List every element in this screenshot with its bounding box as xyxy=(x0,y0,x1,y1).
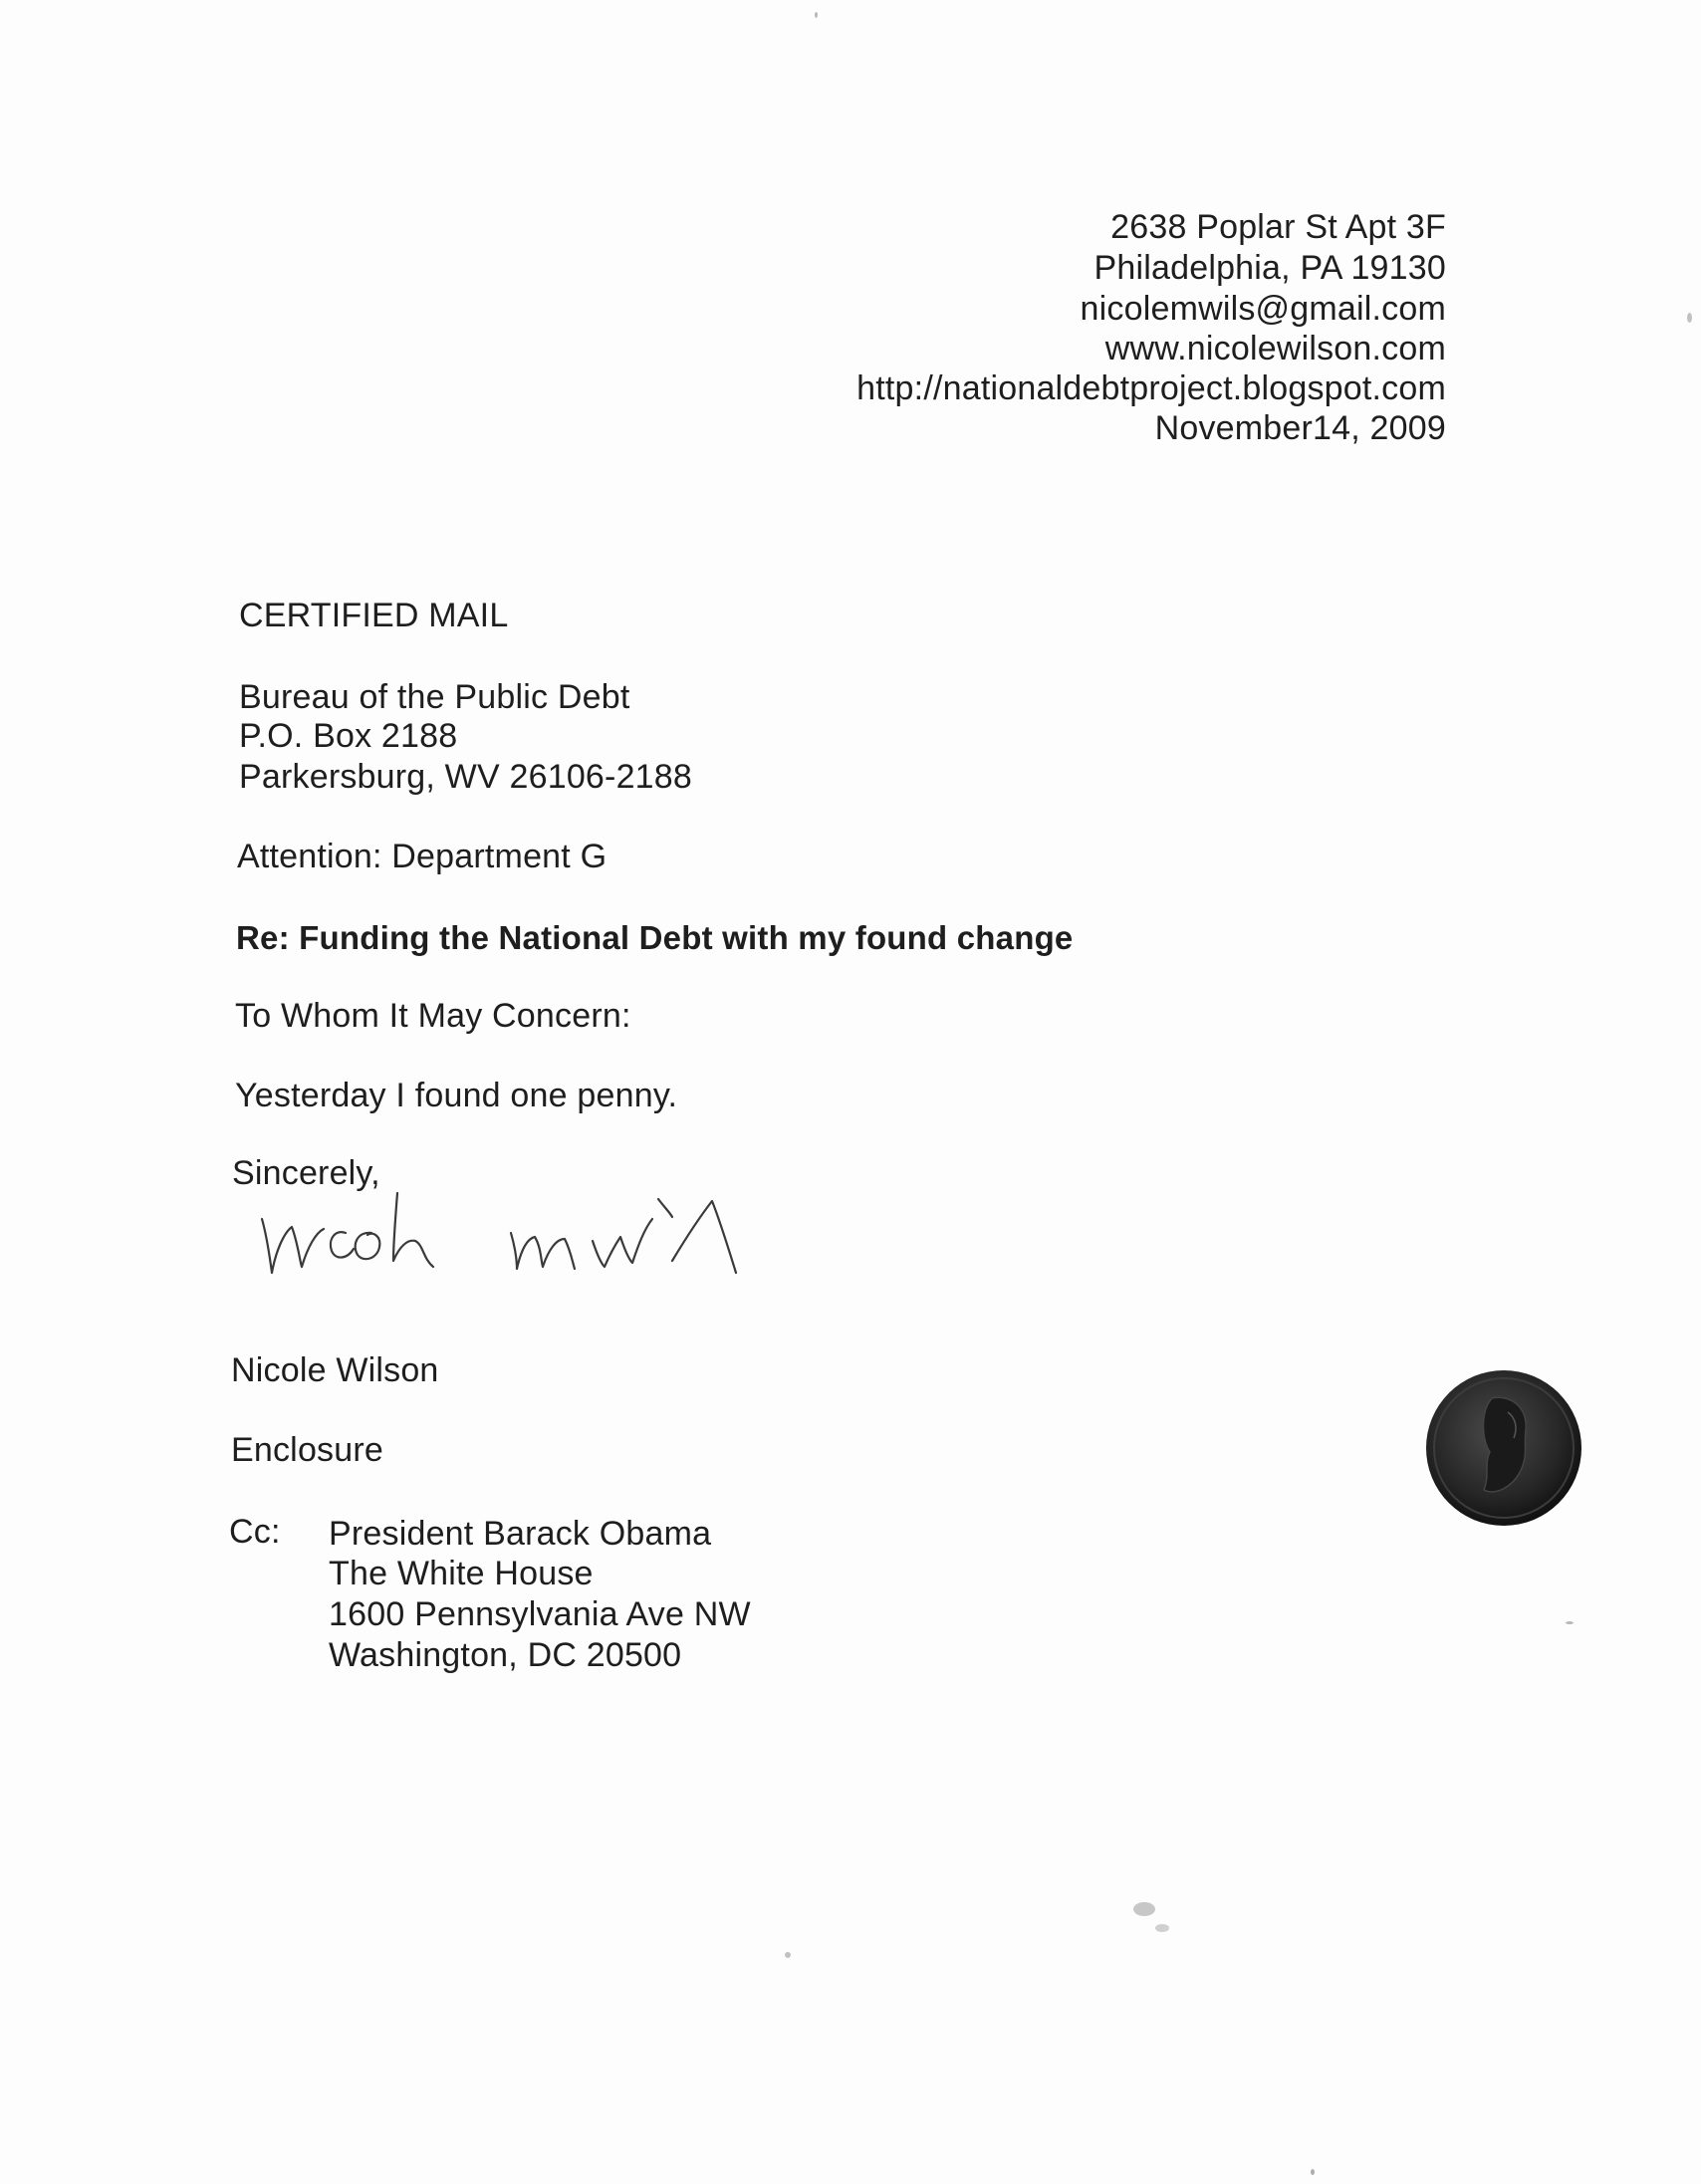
attention-line: Attention: Department G xyxy=(237,838,608,875)
penny-coin-image xyxy=(1424,1368,1583,1528)
enclosure-line: Enclosure xyxy=(231,1431,383,1469)
delivery-method: CERTIFIED MAIL xyxy=(239,597,509,634)
cc-org: The White House xyxy=(329,1555,594,1592)
sender-city: Philadelphia, PA 19130 xyxy=(1094,249,1446,287)
sender-website: www.nicolewilson.com xyxy=(1104,330,1446,367)
cc-street: 1600 Pennsylvania Ave NW xyxy=(329,1595,751,1633)
closing: Sincerely, xyxy=(232,1154,380,1192)
recipient-city: Parkersburg, WV 26106-2188 xyxy=(239,758,693,796)
scan-speck xyxy=(1133,1902,1155,1916)
cc-label: Cc: xyxy=(229,1513,281,1551)
scan-speck xyxy=(1687,313,1692,323)
salutation: To Whom It May Concern: xyxy=(235,997,631,1035)
recipient-name: Bureau of the Public Debt xyxy=(239,678,630,716)
handwritten-signature xyxy=(254,1163,772,1293)
scan-speck xyxy=(785,1952,791,1958)
scan-speck xyxy=(1155,1924,1169,1932)
cc-city: Washington, DC 20500 xyxy=(329,1636,682,1674)
scan-speck xyxy=(1566,1621,1574,1624)
sender-street: 2638 Poplar St Apt 3F xyxy=(1110,208,1446,246)
signer-name: Nicole Wilson xyxy=(231,1351,439,1389)
recipient-po-box: P.O. Box 2188 xyxy=(239,717,458,755)
sender-email: nicolemwils@gmail.com xyxy=(1080,290,1446,328)
scan-speck xyxy=(815,12,818,18)
body-text: Yesterday I found one penny. xyxy=(235,1077,678,1114)
scan-speck xyxy=(1311,2169,1315,2175)
subject-line: Re: Funding the National Debt with my found change xyxy=(236,919,1074,956)
sender-blog: http://nationaldebtproject.blogspot.com xyxy=(856,369,1446,407)
letter-date: November14, 2009 xyxy=(1154,409,1446,447)
cc-name: President Barack Obama xyxy=(329,1515,712,1553)
